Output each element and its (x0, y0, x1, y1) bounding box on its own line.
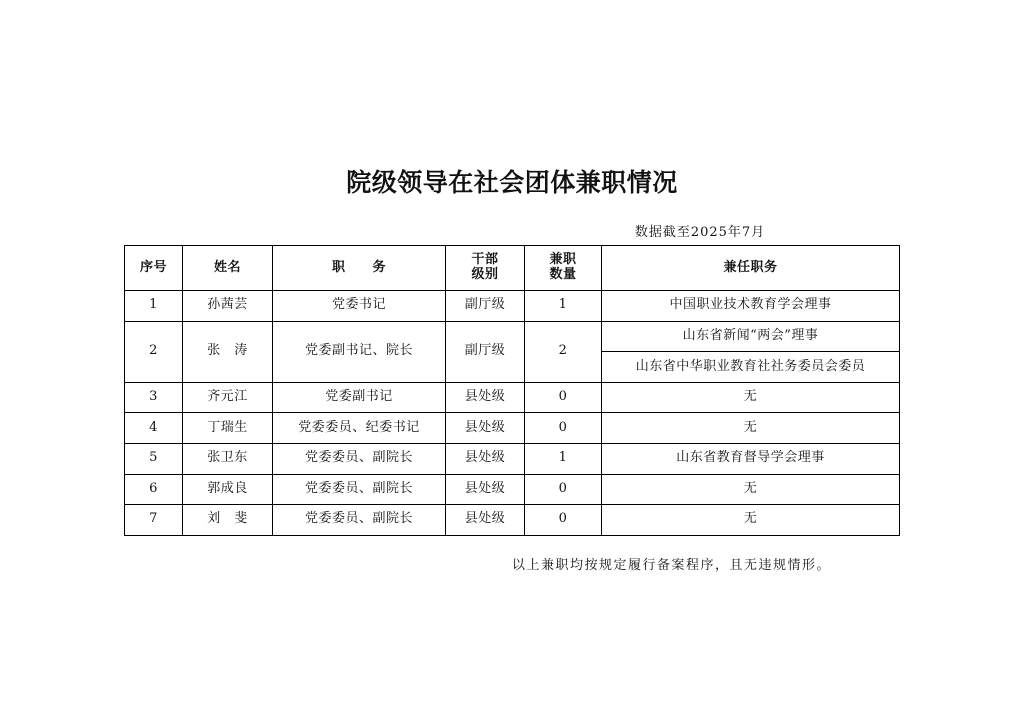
table-row (125, 474, 900, 505)
cell-count: 0 (525, 474, 602, 505)
cell-level: 副厅级 (446, 321, 525, 382)
table-row (125, 291, 900, 322)
cell-level: 县处级 (446, 382, 525, 413)
cell-count: 2 (525, 321, 602, 382)
cell-role: 无 (602, 382, 900, 413)
cell-position: 党委委员、纪委书记 (273, 413, 446, 444)
table-row (125, 413, 900, 444)
cell-level: 副厅级 (446, 291, 525, 322)
roster-table (124, 245, 900, 536)
cell-name: 齐元江 (183, 382, 273, 413)
cell-count: 1 (525, 291, 602, 322)
cell-role: 无 (602, 474, 900, 505)
footnote: 以上兼职均按规定履行备案程序，且无违规情形。 (512, 558, 832, 573)
header-level (446, 246, 525, 291)
table-row (125, 382, 900, 413)
table-row (125, 443, 900, 474)
cell-level: 县处级 (446, 443, 525, 474)
cell-position: 党委委员、副院长 (273, 474, 446, 505)
cell-name: 刘 斐 (183, 505, 273, 536)
cell-position: 党委书记 (273, 291, 446, 322)
cell-seq: 5 (125, 443, 183, 474)
cell-role: 山东省教育督导学会理事 (602, 443, 900, 474)
header-count-line1: 兼职 (549, 252, 577, 268)
cell-role: 山东省中华职业教育社社务委员会委员 (602, 352, 900, 383)
header-count (525, 246, 602, 291)
cell-seq: 7 (125, 505, 183, 536)
cell-name: 郭成良 (183, 474, 273, 505)
cell-position: 党委委员、副院长 (273, 505, 446, 536)
data-date-note: 数据截至2025年7月 (634, 225, 766, 240)
cell-count: 1 (525, 443, 602, 474)
cell-name: 张 涛 (183, 321, 273, 382)
table-row (125, 321, 900, 352)
cell-seq: 2 (125, 321, 183, 382)
cell-level: 县处级 (446, 474, 525, 505)
header-level-line2: 级别 (471, 267, 499, 282)
header-position: 职 务 (273, 246, 446, 291)
cell-name: 丁瑞生 (183, 413, 273, 444)
table-header-row (125, 246, 900, 291)
cell-count: 0 (525, 413, 602, 444)
cell-name: 孙茜芸 (183, 291, 273, 322)
cell-level: 县处级 (446, 413, 525, 444)
cell-count: 0 (525, 505, 602, 536)
page-title: 院级领导在社会团体兼职情况 (346, 168, 678, 197)
cell-position: 党委副书记、院长 (273, 321, 446, 382)
cell-position: 党委副书记 (273, 382, 446, 413)
cell-role: 无 (602, 505, 900, 536)
cell-level: 县处级 (446, 505, 525, 536)
cell-name: 张卫东 (183, 443, 273, 474)
cell-count: 0 (525, 382, 602, 413)
cell-role: 山东省新闻“两会”理事 (602, 321, 900, 352)
cell-seq: 3 (125, 382, 183, 413)
cell-seq: 6 (125, 474, 183, 505)
cell-seq: 4 (125, 413, 183, 444)
header-seq: 序号 (125, 246, 183, 291)
cell-seq: 1 (125, 291, 183, 322)
header-level-line1: 干部 (471, 252, 499, 268)
table-row (125, 505, 900, 536)
header-count-line2: 数量 (549, 267, 577, 282)
cell-role: 中国职业技术教育学会理事 (602, 291, 900, 322)
header-name: 姓名 (183, 246, 273, 291)
cell-role: 无 (602, 413, 900, 444)
cell-position: 党委委员、副院长 (273, 443, 446, 474)
header-roles: 兼任职务 (602, 246, 900, 291)
